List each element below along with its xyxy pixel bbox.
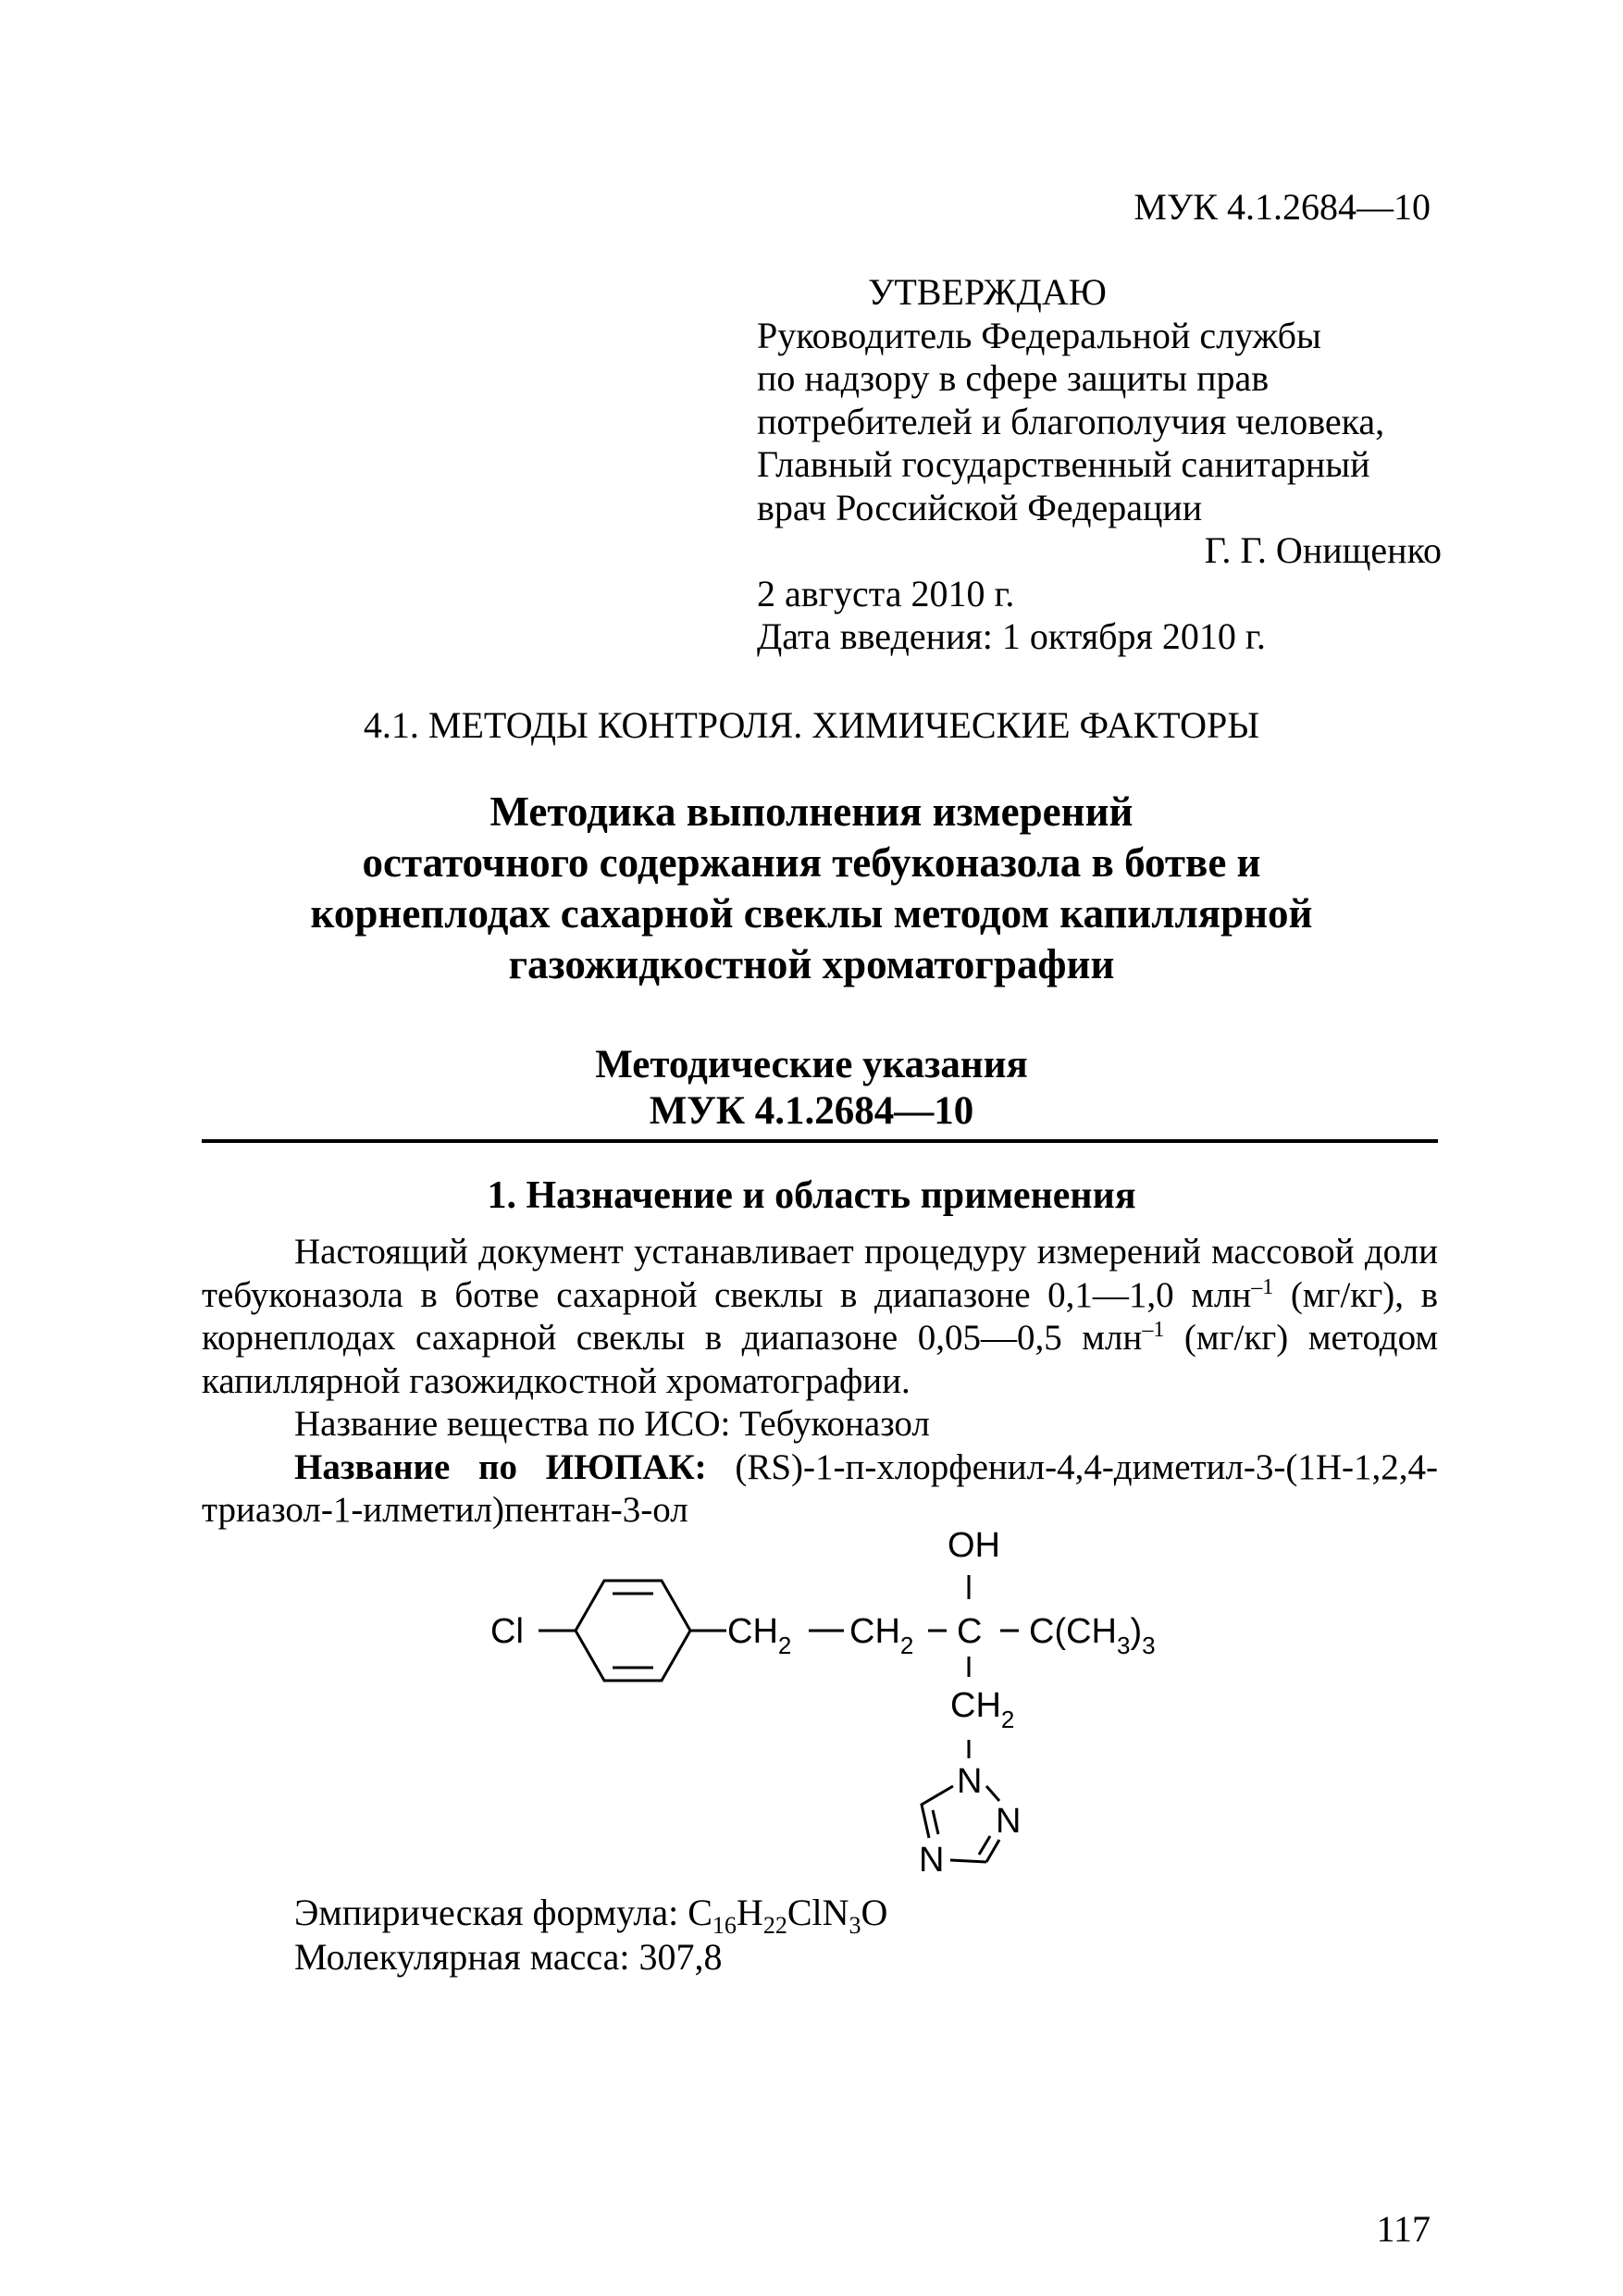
- nitrogen-atom: N: [919, 1841, 945, 1880]
- triazole-double-bond: [979, 1836, 990, 1855]
- chlorine-atom: Cl: [490, 1612, 524, 1651]
- horizontal-rule: [202, 1139, 1438, 1143]
- section-body: [202, 1231, 1438, 1533]
- triazole-double-bond: [933, 1810, 938, 1834]
- document-code: МУК 4.1.2684—10: [1134, 186, 1431, 228]
- section-heading: 1. Назначение и область применения: [487, 1174, 1136, 1217]
- scope-paragraph: Настоящий документ устанавливает процедуру измерений массовой доли тебуконазола в ботве сахарной свеклы в диапазоне 0,1—1,0 млн$^{-1}$ (мг/кг), в корнеплодах сахарной свеклы в диапазоне 0,05—0,5 млн$^{-1}$ (мг/кг) методом капиллярной газожидкостной хроматографии.: [202, 1232, 1439, 1401]
- title-line: корнеплодах сахарной свеклы методом капиллярной: [310, 890, 1313, 937]
- formula-value: $C_{16}H_{22}ClN_3O$: [688, 1892, 888, 1939]
- effective-date: Дата введения: 1 октября 2010 г.: [757, 615, 1266, 657]
- title-line: остаточного содержания тебуконазола в ботве и: [362, 839, 1261, 886]
- structural-formula: [463, 1518, 1203, 1888]
- approval-line: по надзору в сфере защиты прав: [757, 357, 1270, 399]
- hydroxyl-group: OH: [948, 1526, 1000, 1565]
- title-line: газожидкостной хроматографии: [508, 941, 1115, 987]
- ch2-group: $CH_2$: [849, 1612, 914, 1659]
- triazole-bond: [986, 1840, 999, 1862]
- triazole-bond: [950, 1860, 986, 1862]
- iso-name: Название вещества по ИСО: Тебуконазол: [294, 1404, 930, 1444]
- approval-date: 2 августа 2010 г.: [757, 572, 1015, 614]
- compound-properties: [294, 1891, 887, 1980]
- iupac-label: Название по ИЮПАК:: [294, 1446, 707, 1487]
- molecular-mass: Молекулярная масса: 307,8: [294, 1936, 723, 1978]
- approval-line: врач Российской Федерации: [757, 486, 1203, 528]
- formula-subscript: 16: [712, 1912, 737, 1939]
- empirical-formula: Эмпирическая формула: $C_{16}H_{22}ClN_3O$: [294, 1892, 888, 1939]
- formula-subscript: 3: [849, 1912, 861, 1939]
- benzene-ring: [576, 1581, 690, 1681]
- ch2-group: $CH_2$: [727, 1612, 792, 1659]
- approval-line: потребителей и благополучия человека,: [757, 400, 1385, 442]
- approval-line: Главный государственный санитарный: [757, 443, 1370, 485]
- subtitle-code: МУК 4.1.2684—10: [649, 1089, 974, 1133]
- iupac-value: (RS)-1-п-хлорфенил-4,4-диметил-3-(1Н-1,2,4-триазол-1-илметил)пентан-3-ол: [202, 1446, 1438, 1530]
- nitrogen-atom: N: [996, 1802, 1022, 1841]
- title-line: Методика выполнения измерений: [489, 788, 1134, 835]
- nitrogen-atom: N: [957, 1762, 983, 1801]
- document-title: [185, 787, 1438, 990]
- page-number: 117: [1376, 2208, 1431, 2250]
- signatory-name: Г. Г. Онищенко: [1204, 529, 1442, 571]
- triazole-bond: [986, 1786, 999, 1801]
- approval-title: УТВЕРЖДАЮ: [868, 271, 1107, 313]
- document-subtitle: [185, 1042, 1438, 1135]
- tert-butyl-group: $C(CH_3)_3$: [1029, 1612, 1156, 1659]
- formula-subscript: 22: [762, 1912, 787, 1939]
- approval-block: [757, 271, 1442, 659]
- ch2-group: $CH_2$: [950, 1686, 1015, 1733]
- section-label: 4.1. МЕТОДЫ КОНТРОЛЯ. ХИМИЧЕСКИЕ ФАКТОРЫ: [363, 704, 1260, 746]
- carbon-atom: C: [957, 1612, 983, 1651]
- approval-line: Руководитель Федеральной службы: [757, 314, 1321, 356]
- subtitle-line: Методические указания: [595, 1043, 1028, 1086]
